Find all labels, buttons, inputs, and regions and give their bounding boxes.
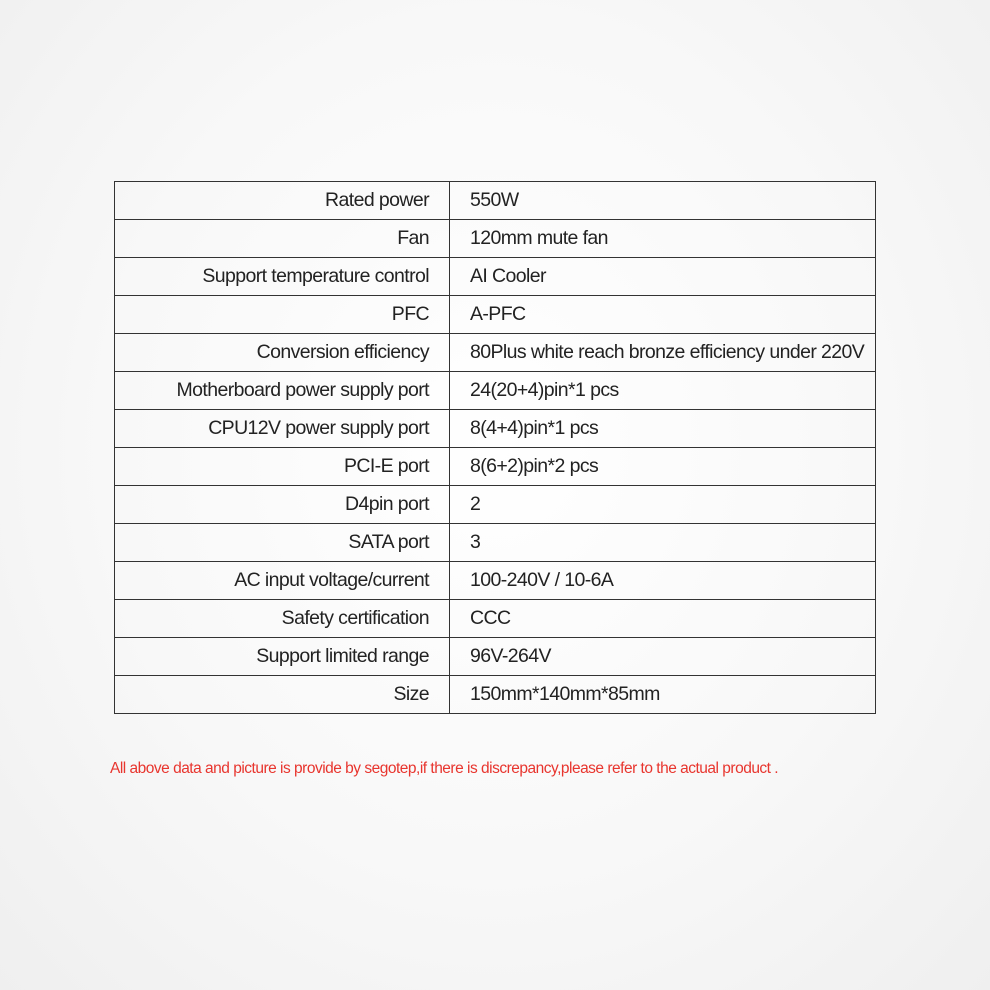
disclaimer-text: All above data and picture is provide by segotep,if there is discrepancy,please refer to the actual product . — [110, 760, 779, 777]
spec-value: AI Cooler — [450, 258, 876, 296]
spec-value: 8(6+2)pin*2 pcs — [450, 448, 876, 486]
spec-label: Conversion efficiency — [115, 334, 450, 372]
table-row — [115, 524, 876, 562]
spec-value: CCC — [450, 600, 876, 638]
table-row — [115, 638, 876, 676]
spec-value: 8(4+4)pin*1 pcs — [450, 410, 876, 448]
table-row — [115, 562, 876, 600]
spec-value: 550W — [450, 182, 876, 220]
spec-label: CPU12V power supply port — [115, 410, 450, 448]
spec-label: Size — [115, 676, 450, 714]
spec-value: 100-240V / 10-6A — [450, 562, 876, 600]
spec-value: 120mm mute fan — [450, 220, 876, 258]
table-row — [115, 600, 876, 638]
spec-label: Fan — [115, 220, 450, 258]
table-row — [115, 486, 876, 524]
spec-label: PFC — [115, 296, 450, 334]
spec-table — [114, 181, 876, 714]
spec-value: 96V-264V — [450, 638, 876, 676]
table-row — [115, 676, 876, 714]
spec-label: Motherboard power supply port — [115, 372, 450, 410]
table-row — [115, 182, 876, 220]
table-row — [115, 448, 876, 486]
spec-value: 3 — [450, 524, 876, 562]
spec-value: 80Plus white reach bronze efficiency under 220V — [450, 334, 876, 372]
spec-label: Rated power — [115, 182, 450, 220]
spec-label: SATA port — [115, 524, 450, 562]
spec-value: 150mm*140mm*85mm — [450, 676, 876, 714]
spec-label: Support temperature control — [115, 258, 450, 296]
table-row — [115, 220, 876, 258]
spec-label: PCI-E port — [115, 448, 450, 486]
spec-label: D4pin port — [115, 486, 450, 524]
spec-value: A-PFC — [450, 296, 876, 334]
table-row — [115, 410, 876, 448]
table-row — [115, 296, 876, 334]
spec-label: Safety certification — [115, 600, 450, 638]
spec-label: AC input voltage/current — [115, 562, 450, 600]
spec-value: 2 — [450, 486, 876, 524]
spec-label: Support limited range — [115, 638, 450, 676]
spec-value: 24(20+4)pin*1 pcs — [450, 372, 876, 410]
table-row — [115, 372, 876, 410]
table-row — [115, 334, 876, 372]
table-row — [115, 258, 876, 296]
